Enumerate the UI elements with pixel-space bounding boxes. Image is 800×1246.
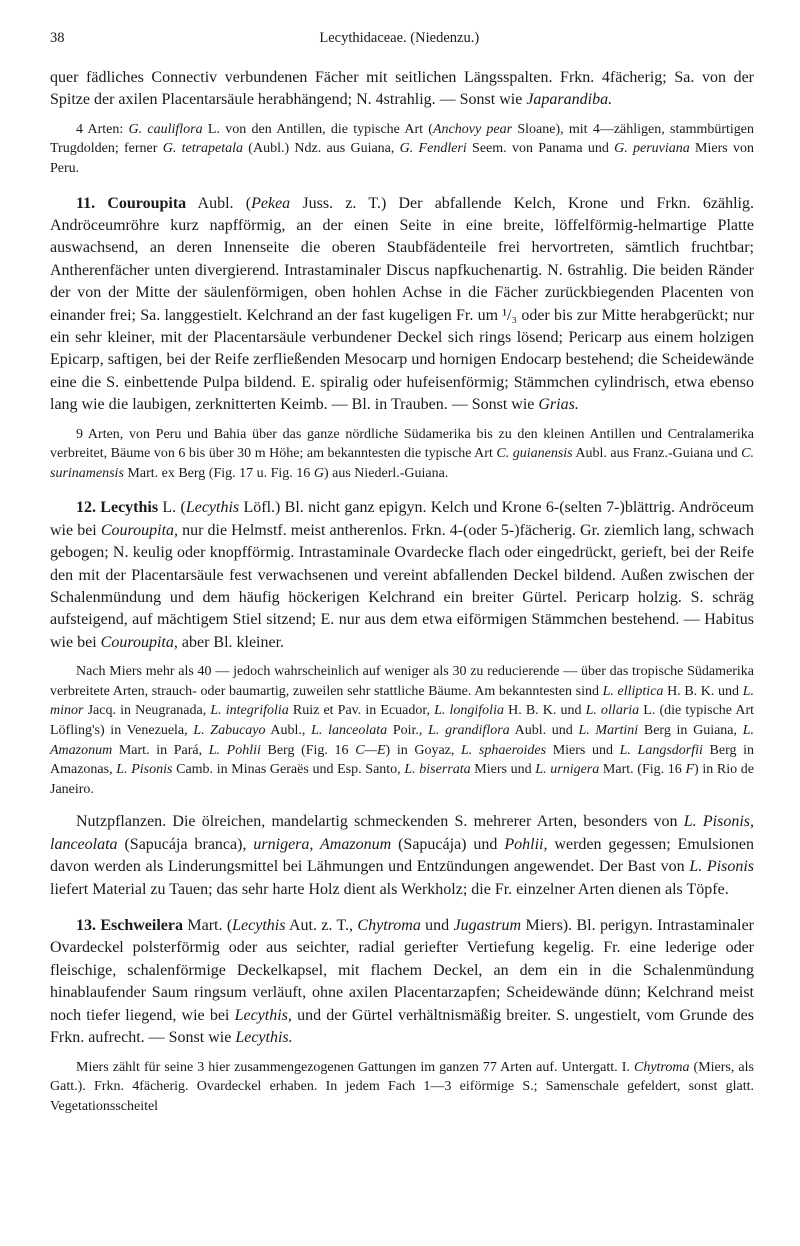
- text-run: aber Bl. kleiner.: [177, 633, 285, 651]
- text-run: und: [420, 917, 454, 935]
- species-note-couroupita: [50, 425, 754, 484]
- paragraph-continuation: [50, 67, 754, 112]
- text-run: werden gegessen; Emulsionen davon werden als Linderungsmittel bei Lähmungen und Entzündungen angewendet. Der Bast von: [50, 835, 755, 876]
- italic-term: L. Pisonis, lanceolata: [50, 813, 755, 853]
- italic-term: F: [685, 762, 695, 778]
- italic-term: urnigera, Amazonum: [253, 835, 392, 853]
- italic-term: Anchovy pear: [432, 121, 513, 137]
- text-run: Berg (Fig. 16: [260, 742, 356, 758]
- italic-term: Chytroma: [357, 917, 421, 935]
- text-run: H. B. K. und: [663, 683, 743, 699]
- text-run: L. von den Antillen, die typische Art (: [202, 121, 433, 137]
- italic-term: Couroupita,: [100, 521, 179, 539]
- running-title: Lecythidaceae. (Niedenzu.): [319, 30, 480, 46]
- text-run: H. B. K. und: [503, 703, 586, 719]
- text-run: 4 Arten:: [76, 121, 129, 137]
- italic-term: Jugastrum: [453, 917, 522, 935]
- text-run: nur die Helmstf. meist antherenlos. Frkn. 4-(oder 5-)fächerig. Gr. ziemlich lang, schwach gebogen; N. keulig oder knopfförmig. Intrastaminale Ovardecke flach oder eingedrückt, gerieft, bei der Reife den mit der Placentarsäule fest verwachsenen und vereint abfallenden Deckel bildend. Außen zwischen der Schalenmündung und dem häufig höckerigen Kelchrand ein breiter Gürtel. Pericarp holzig. S. schräg aufsteigend, auf mächtigem Stiel sitzend; E. nur aus dem etwa eiförmigen Stämmchen bestehend. — Habitus wie bei: [50, 521, 754, 651]
- italic-term: Couroupita,: [100, 633, 178, 651]
- italic-term: Lecythis: [185, 499, 240, 517]
- text-run: Aubl. (: [186, 194, 252, 212]
- text-run: ) in Rio de Janeiro.: [50, 762, 754, 797]
- text-run: Sloane), mit 4—zähligen, stammbürtigen Trugdolden; ferner: [50, 121, 755, 157]
- italic-term: L. Pisonis: [116, 762, 173, 778]
- italic-term: L. minor: [50, 683, 754, 719]
- text-run: Mart. in Pará,: [112, 742, 209, 758]
- text-run: ) aus Niederl.-Guiana.: [323, 465, 449, 481]
- italic-term: L. biserrata: [404, 762, 471, 778]
- italic-term: Pekea: [251, 194, 291, 212]
- text-run: Aubl. aus Franz.-Guiana und: [572, 446, 742, 462]
- italic-term: Lecythis: [232, 917, 286, 935]
- genus-heading: 11. Couroupita: [76, 194, 187, 212]
- text-run: Mart. (Fig. 16: [599, 762, 686, 778]
- italic-term: L. Pohlii: [208, 742, 261, 758]
- text-run: L. (die typische Art Löfling's) in Venezuela,: [50, 703, 755, 739]
- italic-term: Japarandiba.: [526, 91, 613, 109]
- text-run: (Sapucája) und: [391, 835, 505, 853]
- italic-term: L. Pisonis: [689, 858, 755, 876]
- italic-term: G: [313, 465, 324, 481]
- text-run: Miers und: [470, 762, 536, 778]
- species-note-gustavia: [50, 120, 754, 179]
- text-run: Miers von Peru.: [50, 141, 754, 176]
- text-run: Jacq. in Neugranada,: [83, 703, 211, 719]
- text-run: Ruiz et Pav. in Ecuador,: [288, 703, 435, 719]
- italic-term: Lecythis.: [235, 1029, 293, 1047]
- italic-term: L. sphaeroides: [461, 742, 547, 758]
- italic-term: G. cauliflora: [128, 121, 203, 137]
- text-run: Aubl. und: [509, 723, 579, 739]
- text-run: (Sapucája branca),: [117, 835, 254, 853]
- genus-entry-lecythis: [50, 497, 754, 654]
- text-run: Seem. von Panama und: [466, 141, 615, 157]
- text-run: Miers und: [546, 742, 620, 758]
- text-run: Mart. (: [183, 917, 233, 935]
- text-run: Mart. ex Berg (Fig. 17 u. Fig. 16: [123, 465, 314, 481]
- page-number: 38: [50, 30, 65, 46]
- italic-term: C—E: [355, 742, 386, 758]
- text-run: Aut. z. T.,: [285, 917, 358, 935]
- species-note-lecythis: [50, 662, 754, 799]
- text-run: Poir.,: [387, 723, 429, 739]
- text-run: L. (: [158, 499, 186, 517]
- text-run: liefert Material zu Tauen; das sehr harte Holz dient als Werkholz; die Fr. einzelner Arten dienen als Töpfe.: [50, 880, 729, 898]
- italic-term: C. surinamensis: [50, 446, 754, 481]
- italic-term: L. Zabucayo: [193, 723, 266, 739]
- italic-term: L. ollaria: [585, 703, 640, 719]
- text-run: Camb. in Minas Geraës und Esp. Santo,: [172, 762, 405, 778]
- italic-term: L. integrifolia: [210, 703, 289, 719]
- text-run: Löfl.) Bl. nicht ganz epigyn. Kelch und Krone 6-(selten 7-)blättrig. Andröceum wie bei: [50, 499, 754, 539]
- italic-term: L. longifolia: [434, 703, 504, 719]
- genus-entry-eschweilera: [50, 915, 754, 1049]
- text-run: Juss. z. T.) Der abfallende Kelch, Krone und Frkn. 6zählig. Andröceumröhre kurz napfförmig, an der einen Seite in eine breite, löffelförmig-helmartige Platte auswachsend, an deren Innenseite die oberen Staubfädenteile frei hervortreten, sämtlich fruchtbar; Antherenfächer unten divergierend. Intrastaminaler Discus napfkuchenartig. N. 6strahlig. Die beiden Ränder der von der Mitte der säulenförmigen, oben hohlen Achse in die Fächer zurückbiegenden Placenten von einander frei; Sa. langgestielt. Kelchrand an der fast kugeligen Fr. um ¹/₃ oder bis zur Mitte herabgerückt; nur ein sehr kleiner, mit der Placentarsäule verbundener Deckel sich rings lösend; Pericarp aus einem holzigen Epicarp, saftigen, bei der Reife zerfließenden Mesocarp und hornigen Endocarp bestehend; die Scheidewände eine die S. einbettende Pulpa bildend. E. spiralig oder hufeisenförmig; Stämmchen cylindrisch, etwa ebenso lang wie die laubigen, zerknitterten Keimb. — Bl. in Trauben. — Sonst wie: [50, 194, 754, 414]
- text-run: (Miers, als Gatt.). Frkn. 4fächerig. Ovardeckel erhaben. In jedem Fach 1—3 eiförmige S.; Samenschale gefeldert, sonst glatt. Vegetationsscheitel: [50, 1059, 754, 1114]
- italic-term: C. guianensis: [496, 446, 573, 462]
- italic-term: L. grandiflora: [428, 723, 510, 739]
- italic-term: L. Amazonum: [50, 723, 755, 758]
- text-run: Nach Miers mehr als 40 — jedoch wahrscheinlich auf weniger als 30 zu reducierende — über das tropische Südamerika verbreitete Arten, strauch- oder baumartig, zuweilen sehr stattliche Bäume. Am bekanntesten sind: [50, 664, 754, 699]
- page-header: [50, 30, 754, 47]
- text-run: 9 Arten, von Peru und Bahia über das ganze nördliche Südamerika bis zu den kleinen Antillen und Centralamerika verbreitet, Bäume von 6 bis über 30 m Höhe; am bekanntesten die typische Art: [50, 426, 754, 462]
- text-run: ) in Goyaz,: [385, 742, 462, 758]
- text-run: Nutzpflanzen. Die ölreichen, mandelartig schmeckenden S. mehrerer Arten, besonders von: [76, 813, 684, 831]
- italic-term: Pohlii,: [504, 835, 548, 853]
- italic-term: L. lanceolata: [311, 723, 388, 739]
- genus-entry-couroupita: [50, 193, 754, 417]
- italic-term: L. Langsdorfii: [619, 742, 703, 758]
- text-run: quer fädliches Connectiv verbundenen Fächer mit seitlichen Längsspalten. Frkn. 4fächerig; Sa. von der Spitze der axilen Placentarsäule herabhängend; N. 4strahlig. — Sonst wie: [50, 69, 754, 109]
- text-run: Aubl.,: [265, 723, 312, 739]
- genus-heading: 13. Eschweilera: [76, 917, 184, 935]
- useful-plants-note: [50, 811, 754, 901]
- italic-term: L. Martini: [578, 723, 639, 739]
- italic-term: L. urnigera: [535, 762, 600, 778]
- genus-heading: 12. Lecythis: [76, 499, 159, 517]
- italic-term: G. peruviana: [614, 141, 690, 157]
- italic-term: Lecythis,: [234, 1006, 292, 1024]
- italic-term: G. Fendleri: [399, 141, 467, 157]
- text-run: Miers). Bl. perigyn. Intrastaminaler Ovardeckel polsterförmig oder aus seichter, radial geriefter Vertiefung kegelig. Fr. eine lederige oder fleischige, schalenförmige Deckelkapsel, mit flachem Deckel, an dem ein in die Schalenmündung hinablaufender Saum ringsum verläuft, ohne axilen Placentarzapfen; Scheidewände dünn; Kelchrand meist noch tiefer liegend, wie bei: [50, 917, 755, 1024]
- text-run: Berg in Guiana,: [638, 723, 743, 739]
- italic-term: Chytroma: [633, 1059, 690, 1075]
- italic-term: G. tetrapetala: [162, 141, 244, 157]
- species-note-eschweilera: [50, 1058, 754, 1117]
- text-run: Miers zählt für seine 3 hier zusammengezogenen Gattungen im ganzen 77 Arten auf. Untergatt. I.: [76, 1059, 634, 1075]
- italic-term: L. elliptica: [602, 683, 664, 699]
- text-run: (Aubl.) Ndz. aus Guiana,: [243, 141, 400, 157]
- text-run: und der Gürtel verhältnismäßig breiter. S. ungestielt, vom Grunde des Frkn. aufrecht. — Sonst wie: [50, 1006, 755, 1047]
- italic-term: Grias.: [538, 396, 579, 414]
- text-run: Berg in Amazonas,: [50, 742, 754, 778]
